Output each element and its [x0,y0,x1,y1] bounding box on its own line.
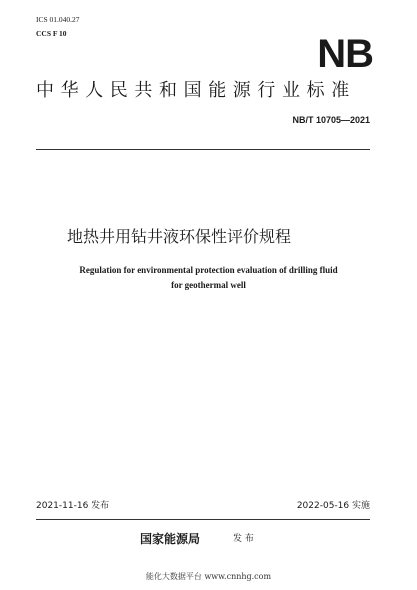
implementation-date: 2022-05-16 实施 [296,501,370,511]
document-title-chinese: 地热井用钻井液环保性评价规程 [67,227,292,246]
issuing-authority: 国家能源局 [140,532,201,546]
document-title-english-line-2: for geothermal well [171,280,246,290]
issuing-action: 发 布 [233,534,254,544]
ccs-code: CCS F 10 [36,29,67,38]
bottom-divider [36,519,370,520]
nb-logo: NB [317,32,373,76]
standard-number: NB/T 10705—2021 [292,115,370,125]
watermark-text: 能化大数据平台 www.cnnhg.com [145,572,272,581]
ics-code: ICS 01.040.27 [36,15,80,24]
issue-date: 2021-11-16 发布 [36,501,110,511]
top-divider [36,149,370,150]
document-title-english-line-1: Regulation for environmental protection evaluation of drilling fluid [79,265,338,275]
standard-type-title: 中华人民共和国能源行业标准 [36,80,356,101]
